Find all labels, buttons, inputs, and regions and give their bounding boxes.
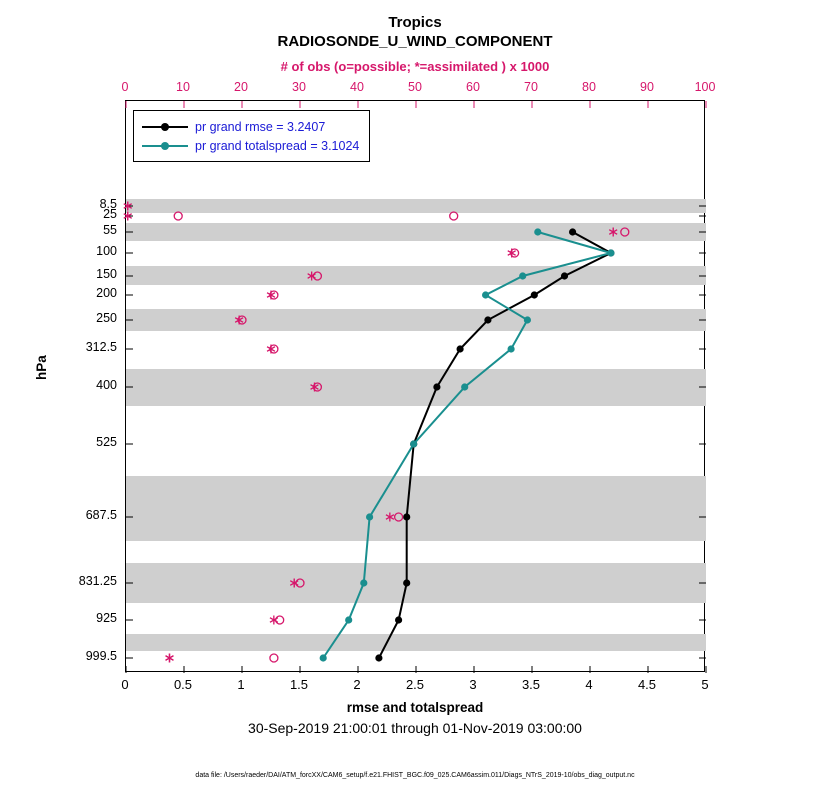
x-tick-label: 3 bbox=[469, 677, 477, 692]
top-axis-tick-label: 0 bbox=[121, 80, 129, 94]
y-tick-label: 250 bbox=[96, 311, 117, 325]
date-range-label: 30-Sep-2019 21:00:01 through 01-Nov-2019 03:00:00 bbox=[248, 720, 582, 736]
y-tick-label: 200 bbox=[96, 286, 117, 300]
series-layer bbox=[126, 101, 706, 673]
x-tick-label: 3.5 bbox=[521, 677, 541, 692]
top-axis-tick-label: 20 bbox=[234, 80, 248, 94]
x-tick-label: 2.5 bbox=[405, 677, 425, 692]
x-axis-title: rmse and totalspread bbox=[346, 700, 484, 715]
chart-title-variable: RADIOSONDE_U_WIND_COMPONENT bbox=[277, 33, 553, 50]
y-tick-label: 525 bbox=[96, 435, 117, 449]
y-tick-label: 831.25 bbox=[78, 574, 117, 588]
legend-swatch-rmse bbox=[142, 120, 188, 134]
top-axis-tick-label: 70 bbox=[524, 80, 538, 94]
y-tick-label: 400 bbox=[96, 378, 117, 392]
legend-label-rmse: pr grand rmse = 3.2407 bbox=[195, 119, 326, 134]
top-axis-tick-label: 40 bbox=[350, 80, 364, 94]
top-axis-tick-label: 30 bbox=[292, 80, 306, 94]
plot-area bbox=[125, 100, 705, 672]
y-tick-label: 687.5 bbox=[85, 508, 117, 522]
legend bbox=[133, 110, 370, 162]
y-tick-label: 25 bbox=[103, 207, 117, 221]
legend-label-totalspread: pr grand totalspread = 3.1024 bbox=[195, 138, 360, 153]
legend-swatch-totalspread bbox=[142, 139, 188, 153]
x-tick-label: 5 bbox=[701, 677, 709, 692]
x-tick-label: 0.5 bbox=[173, 677, 193, 692]
x-tick-label: 1 bbox=[237, 677, 245, 692]
top-axis-tick-label: 90 bbox=[640, 80, 654, 94]
data-file-footer: data file: /Users/raeder/DAI/ATM_forcXX/CAM6_setup/f.e21.FHIST_BGC.f09_025.CAM6assim.011/Diags_NTrS_2019-10/obs_diag_output.nc bbox=[195, 772, 635, 779]
x-tick-label: 4.5 bbox=[637, 677, 657, 692]
top-axis-tick-label: 10 bbox=[176, 80, 190, 94]
y-tick-label: 8.5 bbox=[99, 197, 117, 211]
x-tick-label: 1.5 bbox=[289, 677, 309, 692]
x-tick-label: 4 bbox=[585, 677, 593, 692]
y-tick-label: 925 bbox=[96, 611, 117, 625]
y-tick-label: 312.5 bbox=[85, 340, 117, 354]
top-axis-tick-label: 80 bbox=[582, 80, 596, 94]
top-axis-tick-label: 60 bbox=[466, 80, 480, 94]
top-axis-tick-label: 50 bbox=[408, 80, 422, 94]
top-axis-title: # of obs (o=possible; *=assimilated ) x 1000 bbox=[280, 59, 550, 74]
x-tick-label: 0 bbox=[121, 677, 129, 692]
legend-item-totalspread bbox=[142, 136, 359, 155]
legend-item-rmse bbox=[142, 117, 359, 136]
top-axis-tick-label: 100 bbox=[694, 80, 716, 94]
y-tick-label: 100 bbox=[96, 244, 117, 258]
y-axis-title: hPa bbox=[34, 355, 49, 380]
chart-title-region: Tropics bbox=[388, 14, 442, 31]
x-tick-label: 2 bbox=[353, 677, 361, 692]
y-tick-label: 150 bbox=[96, 267, 117, 281]
y-tick-label: 55 bbox=[103, 223, 117, 237]
y-tick-label: 999.5 bbox=[85, 649, 117, 663]
